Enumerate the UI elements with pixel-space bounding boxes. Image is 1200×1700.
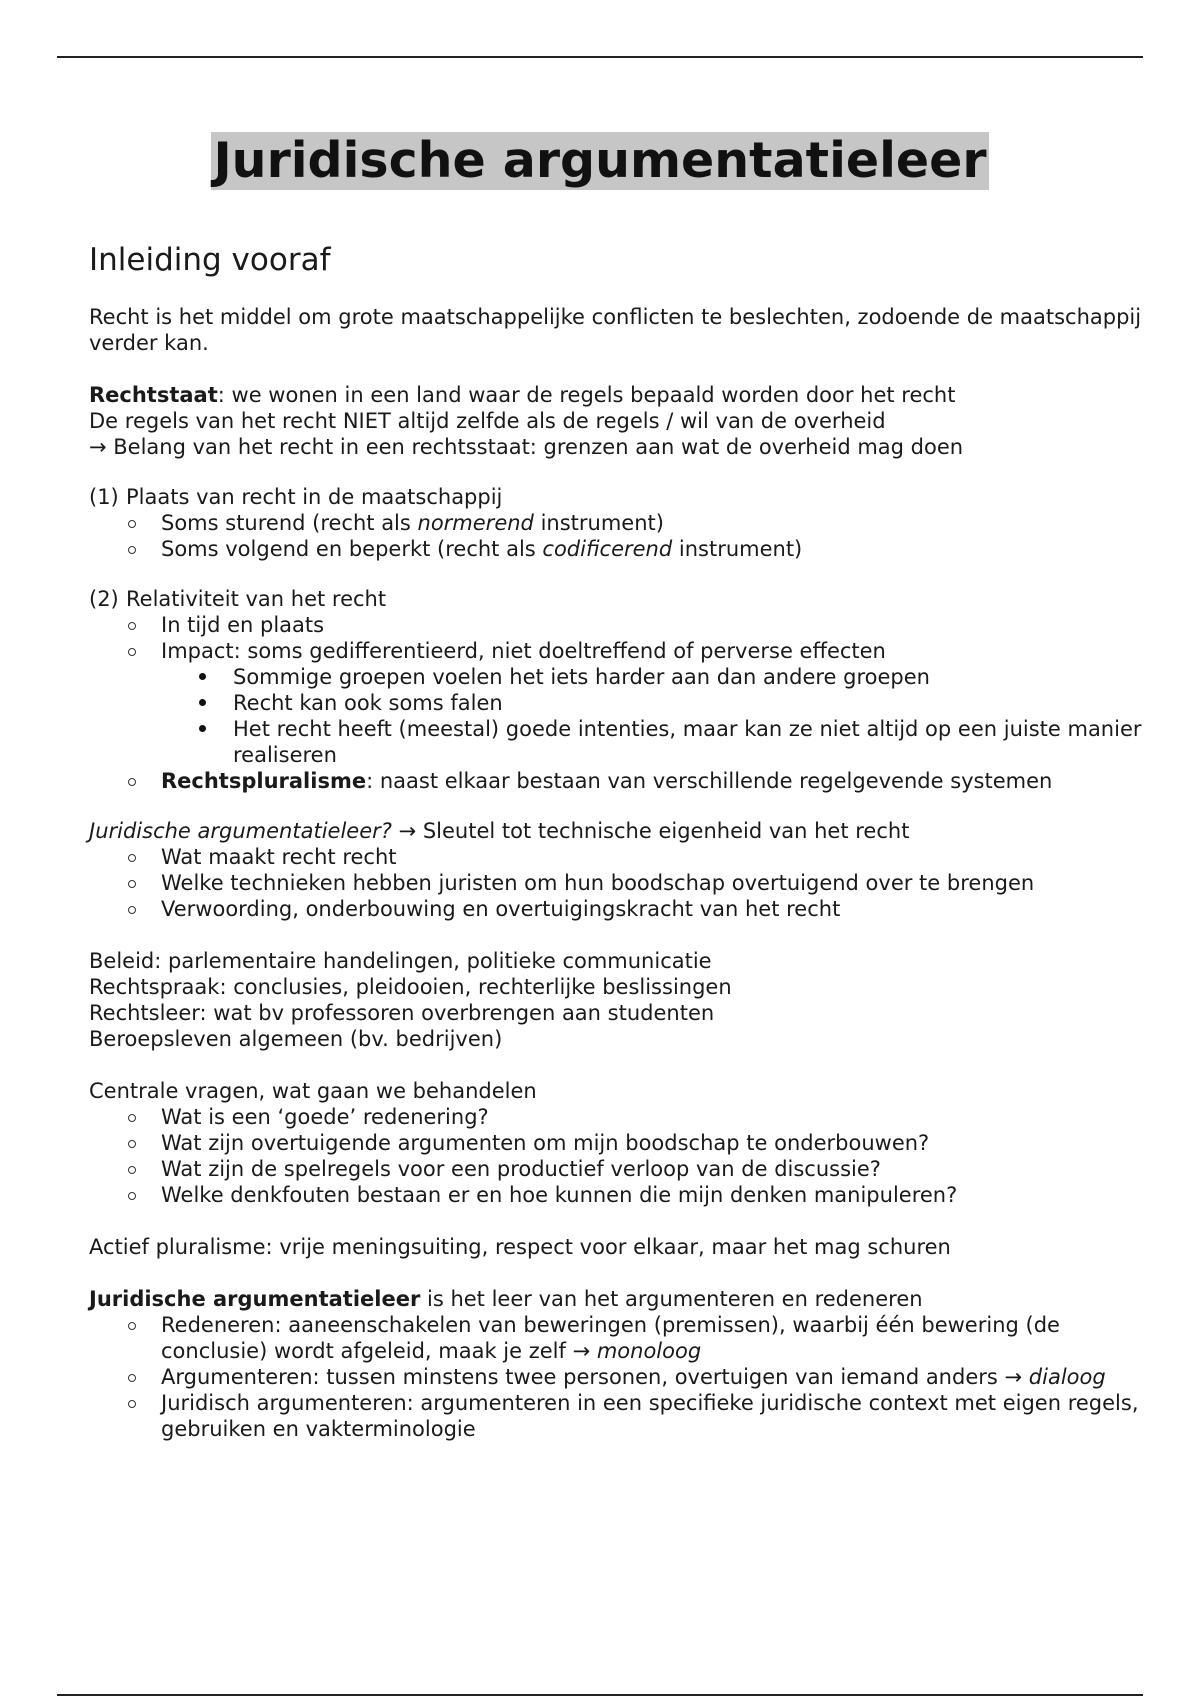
domain-line: Beleid: parlementaire handelingen, politieke communicatie xyxy=(89,949,712,973)
definitie-line: Juridische argumentatieleer is het leer van het argumenteren en redeneren xyxy=(89,1287,923,1311)
argumentatie-line: Juridische argumentatieleer? → Sleutel tot technische eigenheid van het recht xyxy=(89,819,910,843)
rechtsstaat-line: Rechtstaat: we wonen in een land waar de regels bepaald worden door het recht xyxy=(89,383,956,407)
list-item: Redeneren: aaneenschakelen van beweringen (premissen), waarbij één bewering (de conclusie) wordt afgeleid, maak je zelf → monoloog xyxy=(161,1312,1169,1364)
list-item: Argumenteren: tussen minstens twee personen, overtuigen van iemand anders → dialoog xyxy=(161,1364,1169,1390)
list-item: Verwoording, onderbouwing en overtuigingskracht van het recht xyxy=(161,896,1169,922)
list-item: Soms volgend en beperkt (recht als codificerend instrument) xyxy=(161,536,1169,562)
definitie-list xyxy=(89,1312,1169,1442)
document-body xyxy=(89,240,1169,1442)
footer-rule xyxy=(57,1694,1143,1696)
rechtsstaat-term: Rechtstaat xyxy=(89,383,218,407)
sub-list-item: Recht kan ook soms falen xyxy=(233,690,1169,716)
list-item: Impact: soms gedifferentieerd, niet doeltreffend of perverse effecten Sommige groepen voelen het iets harder aan dan andere groepen Recht kan ook soms falen Het recht heeft (meestal) goede intenties, maar kan ze niet altijd op een juiste manier realiseren xyxy=(161,638,1169,768)
impact-sublist xyxy=(161,664,1169,768)
list-item: Welke denkfouten bestaan er en hoe kunnen die mijn denken manipuleren? xyxy=(161,1182,1169,1208)
numbered-heading-1: (1) Plaats van recht in de maatschappij xyxy=(89,485,503,509)
domain-line: Rechtsleer: wat bv professoren overbrengen aan studenten xyxy=(89,1001,715,1025)
list-item: Welke technieken hebben juristen om hun boodschap overtuigend over te brengen xyxy=(161,870,1169,896)
list-item: Soms sturend (recht als normerend instrument) xyxy=(161,510,1169,536)
list-item: In tijd en plaats xyxy=(161,612,1169,638)
vragen-list xyxy=(89,1104,1169,1208)
intro-paragraph: Recht is het middel om grote maatschappelijke conflicten te beslechten, zodoende de maatschappij verder kan. xyxy=(89,305,1142,355)
header-rule xyxy=(57,56,1143,58)
list-item: Wat zijn de spelregels voor een productief verloop van de discussie? xyxy=(161,1156,1169,1182)
document-title: Juridische argumentatieleer xyxy=(213,132,987,189)
sub-list-item: Het recht heeft (meestal) goede intenties, maar kan ze niet altijd op een juiste manier realiseren xyxy=(233,716,1169,768)
list-item: Rechtspluralisme: naast elkaar bestaan van verschillende regelgevende systemen xyxy=(161,768,1169,794)
list-item: Wat zijn overtuigende argumenten om mijn boodschap te onderbouwen? xyxy=(161,1130,1169,1156)
section-heading: Inleiding vooraf xyxy=(89,242,331,278)
sub-list-item: Sommige groepen voelen het iets harder aan dan andere groepen xyxy=(233,664,1169,690)
list-item: Wat is een ‘goede’ redenering? xyxy=(161,1104,1169,1130)
rechtsstaat-line-2: De regels van het recht NIET altijd zelfde als de regels / wil van de overheid xyxy=(89,409,886,433)
vragen-heading: Centrale vragen, wat gaan we behandelen xyxy=(89,1079,537,1103)
argumentatie-list xyxy=(89,844,1169,922)
rechtsstaat-line-3: → Belang van het recht in een rechtsstaat: grenzen aan wat de overheid mag doen xyxy=(89,435,964,459)
plaats-list xyxy=(89,510,1169,562)
domain-line: Beroepsleven algemeen (bv. bedrijven) xyxy=(89,1027,503,1051)
numbered-heading-2: (2) Relativiteit van het recht xyxy=(89,587,387,611)
domain-line: Rechtspraak: conclusies, pleidooien, rechterlijke beslissingen xyxy=(89,975,732,999)
relativiteit-list xyxy=(89,612,1169,794)
pluralisme-line: Actief pluralisme: vrije meningsuiting, respect voor elkaar, maar het mag schuren xyxy=(89,1235,951,1259)
list-item: Juridisch argumenteren: argumenteren in een specifieke juridische context met eigen regels, gebruiken en vakterminologie xyxy=(161,1390,1169,1442)
list-item: Wat maakt recht recht xyxy=(161,844,1169,870)
